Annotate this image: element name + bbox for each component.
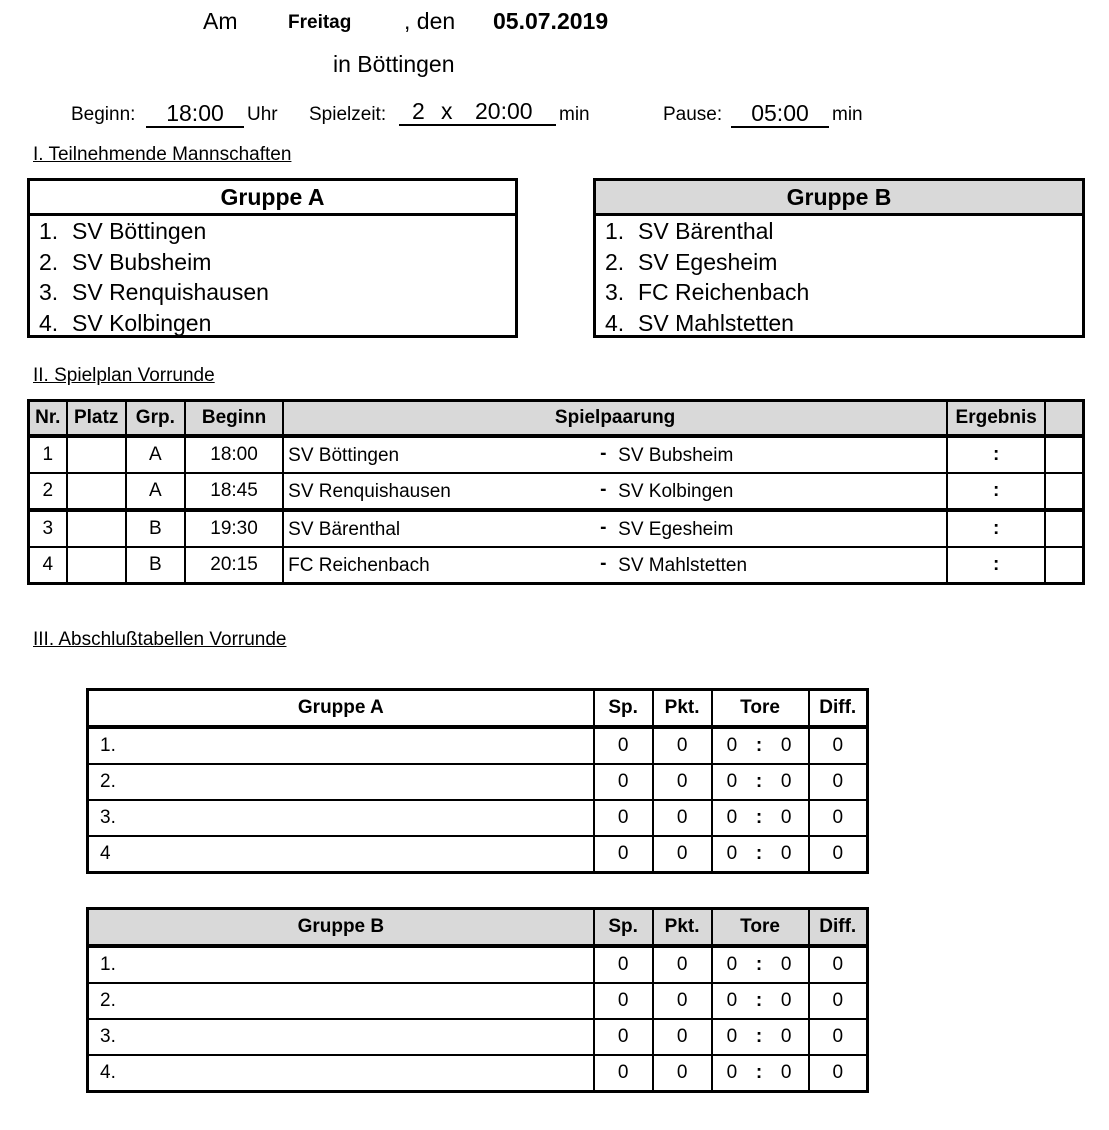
match-pairing [283, 547, 947, 584]
col-pkt: Pkt. [653, 909, 712, 947]
match-grp: B [126, 547, 185, 584]
match-nr: 4 [29, 547, 67, 584]
pairing-dash: - [600, 443, 607, 464]
standings-header-row [88, 690, 868, 728]
match-result: : [947, 547, 1045, 584]
match-extra [1045, 473, 1083, 510]
table-row [88, 836, 868, 873]
group-b-team: 2. SV Egesheim [605, 248, 778, 275]
col-tore: Tore [712, 909, 809, 947]
table-row [88, 764, 868, 800]
group-b-title: Gruppe B [596, 181, 1082, 216]
pause-field: 05:00 [731, 100, 829, 128]
standing-place: 2. [88, 764, 594, 800]
group-a-box [27, 178, 518, 338]
col-sp: Sp. [594, 909, 653, 947]
match-pairing [283, 510, 947, 547]
match-beginn: 18:00 [185, 436, 283, 473]
date-value: 05.07.2019 [493, 8, 609, 34]
standing-place: 4. [88, 1055, 594, 1092]
table-row [29, 473, 1084, 510]
standing-pkt: 0 [653, 983, 712, 1019]
match-grp: A [126, 436, 185, 473]
standing-pkt: 0 [653, 946, 712, 983]
standing-place: 4 [88, 836, 594, 873]
standing-tore: 0 : 0 [712, 727, 809, 764]
spielzeit-field [399, 98, 556, 126]
col-pkt: Pkt. [653, 690, 712, 728]
away-team: SV Bubsheim [618, 445, 734, 466]
beginn-label: Beginn: [71, 104, 136, 125]
match-extra [1045, 547, 1083, 584]
schedule-header-row [29, 401, 1084, 437]
standings-group-title: Gruppe A [88, 690, 594, 728]
times-sign: x [441, 98, 453, 124]
pause-label: Pause: [663, 104, 723, 125]
match-result: : [947, 436, 1045, 473]
col-grp: Grp. [126, 401, 185, 437]
table-row [88, 1055, 868, 1092]
standing-tore: 0 : 0 [712, 1019, 809, 1055]
standing-place: 1. [88, 946, 594, 983]
match-beginn: 19:30 [185, 510, 283, 547]
section-teams-title: I. Teilnehmende Mannschaften [33, 144, 292, 165]
standing-sp: 0 [594, 983, 653, 1019]
table-row [29, 510, 1084, 547]
away-team: SV Mahlstetten [618, 555, 748, 576]
standing-sp: 0 [594, 836, 653, 873]
match-beginn: 20:15 [185, 547, 283, 584]
location: in Böttingen [333, 51, 455, 77]
standing-sp: 0 [594, 800, 653, 836]
beginn-field: 18:00 [146, 100, 244, 128]
col-nr: Nr. [29, 401, 67, 437]
table-row [29, 547, 1084, 584]
match-platz [67, 547, 126, 584]
table-row [88, 800, 868, 836]
section-standings-title: III. Abschlußtabellen Vorrunde [33, 629, 287, 650]
group-b-team: 4. SV Mahlstetten [605, 309, 794, 336]
home-team: FC Reichenbach [288, 555, 430, 576]
standing-tore: 0 : 0 [712, 983, 809, 1019]
standing-tore: 0 : 0 [712, 764, 809, 800]
min-label-1: min [559, 104, 590, 125]
away-team: SV Egesheim [618, 519, 734, 540]
col-tore: Tore [712, 690, 809, 728]
standing-place: 3. [88, 800, 594, 836]
standing-tore: 0 : 0 [712, 836, 809, 873]
standing-pkt: 0 [653, 1055, 712, 1092]
group-b-team: 3. FC Reichenbach [605, 279, 810, 305]
standing-tore: 0 : 0 [712, 1055, 809, 1092]
col-sp: Sp. [594, 690, 653, 728]
standing-diff: 0 [809, 1019, 868, 1055]
pairing-dash: - [600, 517, 607, 538]
standing-diff: 0 [809, 983, 868, 1019]
col-diff: Diff. [809, 909, 868, 947]
standings-header-row [88, 909, 868, 947]
standing-pkt: 0 [653, 800, 712, 836]
am-label: Am [203, 8, 238, 34]
match-pairing [283, 436, 947, 473]
match-result: : [947, 473, 1045, 510]
standing-place: 1. [88, 727, 594, 764]
min-label-2: min [832, 104, 863, 125]
pairing-dash: - [600, 553, 607, 574]
group-b-team: 1. SV Bärenthal [605, 218, 774, 244]
col-diff: Diff. [809, 690, 868, 728]
standing-tore: 0 : 0 [712, 946, 809, 983]
standing-diff: 0 [809, 800, 868, 836]
standing-place: 2. [88, 983, 594, 1019]
table-row [88, 946, 868, 983]
standing-diff: 0 [809, 764, 868, 800]
table-row [88, 1019, 868, 1055]
home-team: SV Böttingen [288, 445, 400, 466]
schedule-table [27, 399, 1085, 585]
duration-value: 20:00 [475, 98, 533, 124]
col-platz: Platz [67, 401, 126, 437]
away-team: SV Kolbingen [618, 481, 734, 502]
group-a-title: Gruppe A [30, 181, 515, 216]
standing-diff: 0 [809, 727, 868, 764]
match-beginn: 18:45 [185, 473, 283, 510]
table-row [88, 727, 868, 764]
standings-group-title: Gruppe B [88, 909, 594, 947]
standing-tore: 0 : 0 [712, 800, 809, 836]
standing-sp: 0 [594, 727, 653, 764]
spielzeit-label: Spielzeit: [309, 104, 387, 125]
col-extra [1045, 401, 1083, 437]
group-a-team: 1. SV Böttingen [39, 218, 207, 244]
standing-diff: 0 [809, 1055, 868, 1092]
match-pairing [283, 473, 947, 510]
standing-pkt: 0 [653, 1019, 712, 1055]
uhr-label: Uhr [247, 104, 278, 125]
group-b-box [593, 178, 1085, 338]
standing-pkt: 0 [653, 727, 712, 764]
standing-diff: 0 [809, 836, 868, 873]
standing-sp: 0 [594, 1019, 653, 1055]
match-nr: 1 [29, 436, 67, 473]
section-schedule-title: II. Spielplan Vorrunde [33, 365, 215, 386]
halves-value: 2 [412, 98, 425, 124]
group-a-team: 2. SV Bubsheim [39, 248, 212, 275]
match-nr: 3 [29, 510, 67, 547]
standing-sp: 0 [594, 946, 653, 983]
pairing-dash: - [600, 479, 607, 500]
match-platz [67, 510, 126, 547]
standing-sp: 0 [594, 764, 653, 800]
day-value: Freitag [288, 12, 352, 33]
match-nr: 2 [29, 473, 67, 510]
home-team: SV Bärenthal [288, 519, 401, 540]
col-ergebnis: Ergebnis [947, 401, 1045, 437]
match-extra [1045, 510, 1083, 547]
table-row [29, 436, 1084, 473]
group-a-team: 4. SV Kolbingen [39, 309, 212, 336]
match-extra [1045, 436, 1083, 473]
match-platz [67, 436, 126, 473]
den-label: , den [404, 8, 456, 34]
standing-sp: 0 [594, 1055, 653, 1092]
table-row [88, 983, 868, 1019]
standing-pkt: 0 [653, 836, 712, 873]
standing-pkt: 0 [653, 764, 712, 800]
match-platz [67, 473, 126, 510]
match-grp: B [126, 510, 185, 547]
col-beginn: Beginn [185, 401, 283, 437]
home-team: SV Renquishausen [288, 481, 451, 502]
standing-diff: 0 [809, 946, 868, 983]
match-result: : [947, 510, 1045, 547]
col-spielpaarung: Spielpaarung [283, 401, 947, 437]
standing-place: 3. [88, 1019, 594, 1055]
standings-table-a [86, 688, 869, 874]
group-a-team: 3. SV Renquishausen [39, 279, 269, 305]
match-grp: A [126, 473, 185, 510]
standings-table-b [86, 907, 869, 1093]
